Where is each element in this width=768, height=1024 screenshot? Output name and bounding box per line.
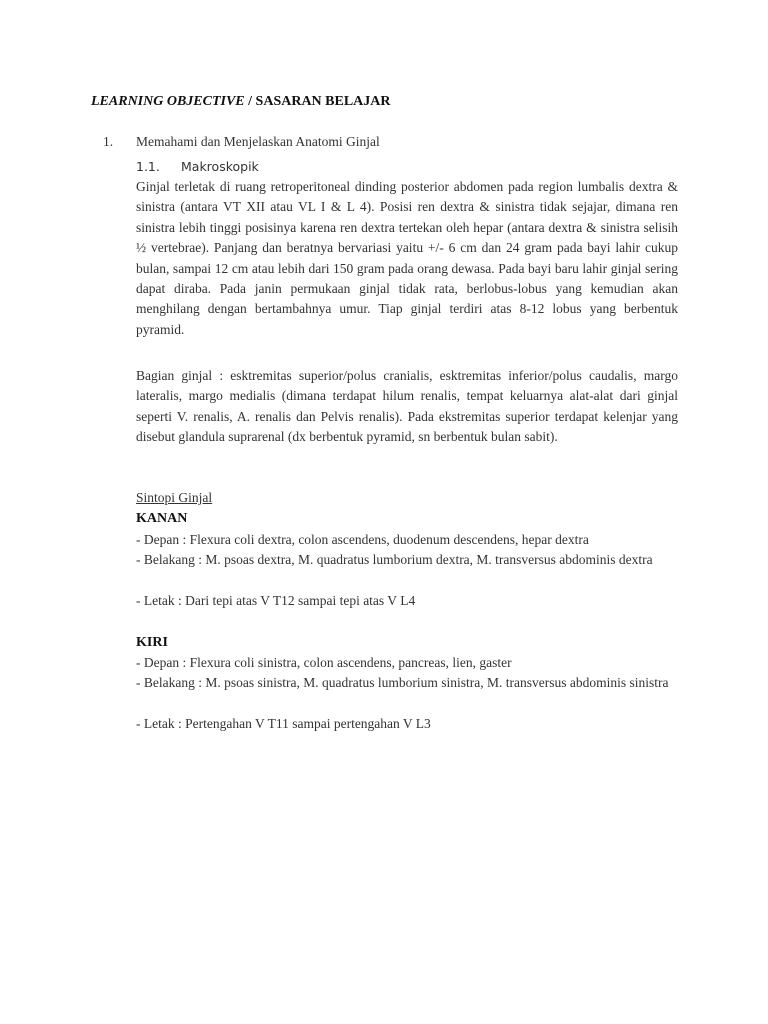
subsection-title: Makroskopik	[181, 159, 259, 174]
kiri-depan: - Depan : Flexura coli sinistra, colon ascendens, pancreas, lien, gaster	[136, 655, 512, 670]
kiri-label: KIRI	[136, 635, 168, 650]
paragraph-anatomy: Ginjal terletak di ruang retroperitoneal dinding posterior abdomen pada region lumbalis dextra & sinistra (antara VT XII atau VL I & L 4). Posisi ren dextra & sinistra tidak sejajar, dimana ren sinistra lebih tinggi posisinya karena ren dextra tertekan oleh hepar (antara dextra & sinistra selisih ½ vertebrae). Panjang dan beratnya bervariasi yaitu +/- 6 cm dan 24 gram pada bayi lahir cukup bulan, sampai 12 cm atau lebih dari 150 gram pada orang dewasa. Pada bayi baru lahir ginjal sering dapat diraba. Pada janin permukaan ginjal tidak rata, berlobus-lobus yang kemudian akan menghilang dengan bertambahnya umur. Tiap ginjal terdiri atas 8-12 lobus yang berbentuk pyramid.	[136, 179, 678, 337]
kanan-belakang: - Belakang : M. psoas dextra, M. quadratus lumborium dextra, M. transversus abdominis dextra	[136, 552, 653, 567]
paragraph-bagian-ginjal: Bagian ginjal : esktremitas superior/polus cranialis, esktremitas inferior/polus caudalis, margo lateralis, margo medialis (dimana terdapat hilum renalis, tempat keluarnya alat-alat dari ginjal seperti V. renalis, A. renalis dan Pelvis renalis). Pada ekstremitas superior terdapat kelenjar yang disebut glandula suprarenal (dx berbentuk pyramid, sn berbentuk bulan sabit).	[136, 368, 678, 445]
sintopi-title: Sintopi Ginjal	[136, 490, 213, 505]
heading-italic: LEARNING OBJECTIVE	[91, 94, 245, 109]
kiri-letak: - Letak : Pertengahan V T11 sampai pertengahan V L3	[136, 716, 431, 731]
subsection-number: 1.1.	[136, 159, 160, 174]
kanan-letak: - Letak : Dari tepi atas V T12 sampai tepi atas V L4	[136, 593, 416, 608]
section-number: 1.	[103, 134, 114, 149]
document-heading	[91, 94, 391, 110]
kanan-label: KANAN	[136, 511, 188, 526]
kanan-depan: - Depan : Flexura coli dextra, colon ascendens, duodenum descendens, hepar dextra	[136, 532, 589, 547]
heading-rest: / SASARAN BELAJAR	[244, 94, 391, 109]
kiri-belakang: - Belakang : M. psoas sinistra, M. quadratus lumborium sinistra, M. transversus abdominis sinistra	[136, 675, 669, 690]
section-title: Memahami dan Menjelaskan Anatomi Ginjal	[136, 134, 380, 149]
